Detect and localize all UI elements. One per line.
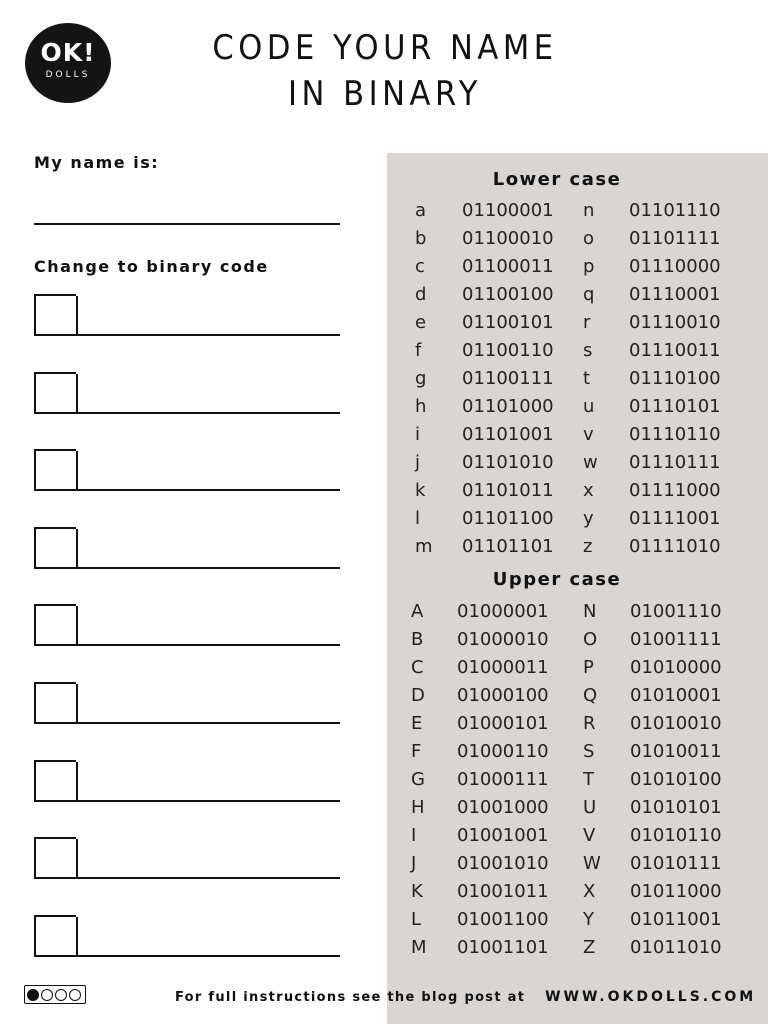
table-row	[387, 738, 768, 766]
table-row	[387, 393, 768, 421]
table-row	[387, 225, 768, 253]
binary-cell: 01101010	[462, 452, 554, 473]
footer-text: For full instructions see the blog post at	[175, 990, 526, 1005]
binary-cell: 01110010	[629, 312, 721, 333]
binary-cell: 01001011	[457, 881, 549, 902]
binary-label: Change to binary code	[34, 257, 269, 276]
binary-cell: 01101101	[462, 536, 554, 557]
binary-cell: 01000011	[457, 657, 549, 678]
letter-box[interactable]	[34, 449, 76, 491]
footer	[175, 989, 756, 1005]
letter-cell: k	[415, 480, 426, 501]
letter-box[interactable]	[34, 372, 76, 414]
letter-cell: H	[411, 797, 425, 818]
letter-cell: m	[415, 536, 433, 557]
letter-cell: X	[583, 881, 596, 902]
binary-cell: 01001110	[630, 601, 722, 622]
letter-cell: E	[411, 713, 423, 734]
letter-cell: t	[583, 368, 591, 389]
nd-icon	[69, 989, 81, 1001]
letter-cell: z	[583, 536, 593, 557]
name-label: My name is:	[34, 153, 160, 172]
binary-cell: 01101001	[462, 424, 554, 445]
letter-cell: e	[415, 312, 427, 333]
binary-cell: 01001101	[457, 937, 549, 958]
binary-table-panel	[387, 153, 768, 1024]
binary-cell: 01101110	[629, 200, 721, 221]
letter-cell: B	[411, 629, 424, 650]
table-row	[387, 626, 768, 654]
table-row	[387, 253, 768, 281]
binary-cell: 01111000	[629, 480, 721, 501]
letter-box[interactable]	[34, 294, 76, 336]
table-row	[387, 654, 768, 682]
table-row	[387, 421, 768, 449]
letter-cell: u	[583, 396, 595, 417]
binary-cell: 01110011	[629, 340, 721, 361]
letter-cell: I	[411, 825, 417, 846]
binary-cell: 01000110	[457, 741, 549, 762]
binary-slot[interactable]	[34, 760, 340, 802]
letter-cell: O	[583, 629, 598, 650]
binary-cell: 01100100	[462, 284, 554, 305]
binary-write-line[interactable]	[34, 877, 340, 879]
binary-slot[interactable]	[34, 837, 340, 879]
letter-cell: d	[415, 284, 427, 305]
table-row	[387, 934, 768, 962]
letter-cell: L	[411, 909, 422, 930]
letter-cell: K	[411, 881, 423, 902]
table-row	[387, 505, 768, 533]
binary-cell: 01101011	[462, 480, 554, 501]
binary-write-line[interactable]	[34, 644, 340, 646]
letter-cell: G	[411, 769, 425, 790]
nc-icon	[55, 989, 67, 1001]
letter-cell: o	[583, 228, 595, 249]
letter-cell: i	[415, 424, 421, 445]
letter-cell: D	[411, 685, 425, 706]
table-row	[387, 794, 768, 822]
letter-box[interactable]	[34, 915, 76, 957]
binary-cell: 01100001	[462, 200, 554, 221]
binary-cell: 01011010	[630, 937, 722, 958]
letter-cell: W	[583, 853, 601, 874]
binary-cell: 01111010	[629, 536, 721, 557]
binary-cell: 01100101	[462, 312, 554, 333]
table-row	[387, 365, 768, 393]
letter-cell: M	[411, 937, 427, 958]
letter-cell: n	[583, 200, 595, 221]
binary-cell: 01001001	[457, 825, 549, 846]
logo-main-text: OK!	[40, 38, 96, 67]
binary-cell: 01111001	[629, 508, 721, 529]
binary-cell: 01100010	[462, 228, 554, 249]
binary-cell: 01100110	[462, 340, 554, 361]
letter-box[interactable]	[34, 837, 76, 879]
binary-cell: 01010100	[630, 769, 722, 790]
letter-box[interactable]	[34, 604, 76, 646]
binary-write-line[interactable]	[34, 567, 340, 569]
binary-cell: 01110100	[629, 368, 721, 389]
binary-cell: 01100111	[462, 368, 554, 389]
letter-cell: h	[415, 396, 427, 417]
letter-cell: Z	[583, 937, 596, 958]
table-row	[387, 850, 768, 878]
table-row	[387, 337, 768, 365]
lower-case-heading: Lower case	[492, 169, 622, 190]
letter-cell: b	[415, 228, 427, 249]
table-row	[387, 682, 768, 710]
upper-case-heading: Upper case	[492, 569, 622, 590]
binary-write-line[interactable]	[34, 412, 340, 414]
letter-cell: V	[583, 825, 596, 846]
by-icon	[41, 989, 53, 1001]
binary-cell: 01110101	[629, 396, 721, 417]
binary-cell: 01100011	[462, 256, 554, 277]
binary-slot[interactable]	[34, 604, 340, 646]
binary-cell: 01001111	[630, 629, 722, 650]
binary-cell: 01010111	[630, 853, 722, 874]
letter-cell: F	[411, 741, 422, 762]
table-row	[387, 598, 768, 626]
letter-cell: w	[583, 452, 598, 473]
binary-write-line[interactable]	[34, 722, 340, 724]
letter-cell: s	[583, 340, 593, 361]
binary-slot[interactable]	[34, 372, 340, 414]
binary-cell: 01010110	[630, 825, 722, 846]
table-row	[387, 309, 768, 337]
table-row	[387, 533, 768, 561]
binary-cell: 01010000	[630, 657, 722, 678]
binary-cell: 01010011	[630, 741, 722, 762]
letter-cell: q	[583, 284, 595, 305]
binary-cell: 01000111	[457, 769, 549, 790]
binary-write-line[interactable]	[34, 955, 340, 957]
letter-cell: c	[415, 256, 425, 277]
table-row	[387, 197, 768, 225]
page-title-line-1: CODE YOUR NAME	[212, 28, 558, 68]
binary-cell: 01010001	[630, 685, 722, 706]
letter-cell: J	[411, 853, 417, 874]
letter-cell: r	[583, 312, 591, 333]
binary-write-line[interactable]	[34, 334, 340, 336]
binary-write-line[interactable]	[34, 489, 340, 491]
binary-cell: 01000101	[457, 713, 549, 734]
binary-cell: 01011001	[630, 909, 722, 930]
binary-slot[interactable]	[34, 294, 340, 336]
binary-cell: 01001100	[457, 909, 549, 930]
binary-cell: 01010101	[630, 797, 722, 818]
table-row	[387, 822, 768, 850]
page-title-line-2: IN BINARY	[288, 74, 482, 114]
letter-cell: S	[583, 741, 595, 762]
creative-commons-badge	[24, 985, 86, 1004]
letter-cell: g	[415, 368, 427, 389]
binary-cell: 01110001	[629, 284, 721, 305]
binary-cell: 01000010	[457, 629, 549, 650]
logo-sub-text: DOLLS	[45, 70, 91, 80]
table-row	[387, 449, 768, 477]
binary-write-line[interactable]	[34, 800, 340, 802]
blog-url-link[interactable]: WWW.OKDOLLS.COM	[545, 989, 757, 1005]
binary-cell: 01101100	[462, 508, 554, 529]
binary-cell: 01000001	[457, 601, 549, 622]
letter-cell: a	[415, 200, 427, 221]
letter-cell: j	[415, 452, 421, 473]
binary-cell: 01101111	[629, 228, 721, 249]
binary-cell: 01011000	[630, 881, 722, 902]
letter-cell: p	[583, 256, 595, 277]
binary-slot[interactable]	[34, 682, 340, 724]
binary-cell: 01001000	[457, 797, 549, 818]
letter-cell: T	[583, 769, 594, 790]
table-row	[387, 477, 768, 505]
binary-slot[interactable]	[34, 527, 340, 569]
letter-box[interactable]	[34, 682, 76, 724]
letter-cell: l	[415, 508, 421, 529]
table-row	[387, 766, 768, 794]
letter-cell: x	[583, 480, 594, 501]
letter-cell: U	[583, 797, 597, 818]
binary-cell: 01010010	[630, 713, 722, 734]
binary-cell: 01110000	[629, 256, 721, 277]
letter-cell: N	[583, 601, 597, 622]
okdolls-logo	[25, 23, 111, 103]
table-row	[387, 281, 768, 309]
table-row	[387, 878, 768, 906]
letter-box[interactable]	[34, 527, 76, 569]
letter-cell: R	[583, 713, 596, 734]
binary-slot[interactable]	[34, 915, 340, 957]
table-row	[387, 906, 768, 934]
letter-cell: f	[415, 340, 422, 361]
binary-slot[interactable]	[34, 449, 340, 491]
binary-cell: 01000100	[457, 685, 549, 706]
letter-cell: P	[583, 657, 594, 678]
binary-cell: 01110111	[629, 452, 721, 473]
letter-cell: v	[583, 424, 594, 445]
name-write-line	[34, 223, 340, 225]
binary-cell: 01101000	[462, 396, 554, 417]
letter-cell: Q	[583, 685, 598, 706]
binary-cell: 01001010	[457, 853, 549, 874]
letter-cell: A	[411, 601, 424, 622]
binary-cell: 01110110	[629, 424, 721, 445]
letter-cell: C	[411, 657, 424, 678]
letter-box[interactable]	[34, 760, 76, 802]
table-row	[387, 710, 768, 738]
cc-icon	[27, 989, 39, 1001]
letter-cell: y	[583, 508, 594, 529]
letter-cell: Y	[583, 909, 594, 930]
